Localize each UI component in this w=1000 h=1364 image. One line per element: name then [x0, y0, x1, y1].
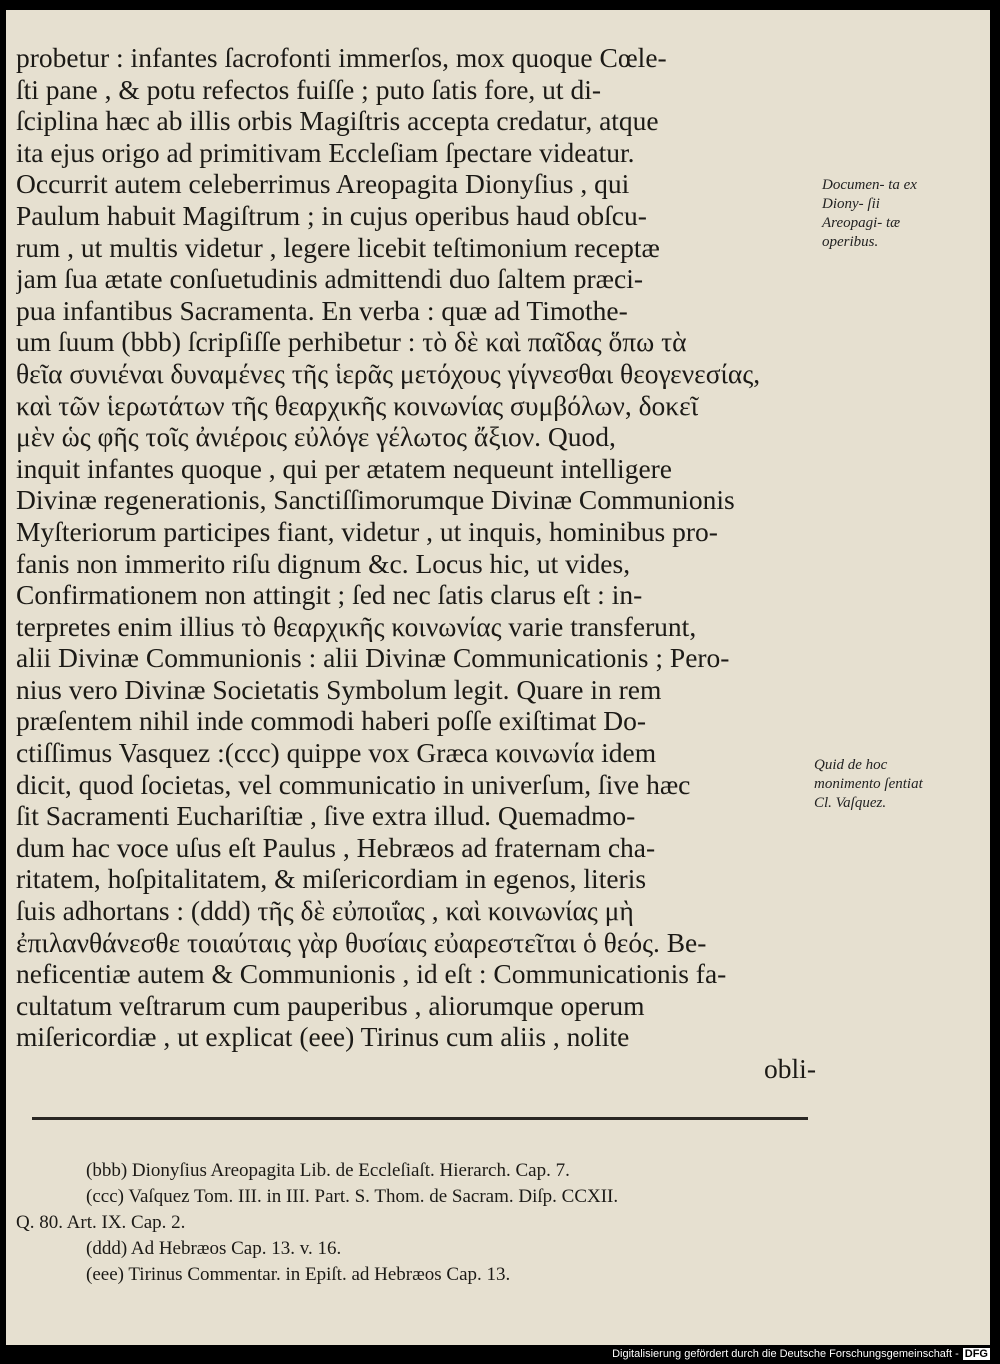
text-line: Confirmationem non attingit ; ſed nec ſatis clarus eſt : in-: [16, 579, 643, 611]
text-line: dum hac voce uſus eſt Paulus , Hebræos ad fraternam cha-: [16, 831, 656, 863]
text-line: alii Divinæ Communionis : alii Divinæ Communicationis ; Pero-: [16, 642, 730, 674]
text-line: Paulum habuit Magiſtrum ; in cujus operibus haud obſcu-: [16, 199, 647, 231]
text-line: pua infantibus Sacramenta. En verba : quæ ad Timothe-: [16, 294, 628, 326]
footnote: (ddd) Ad Hebræos Cap. 13. v. 16.: [86, 1238, 342, 1259]
text-line: ita ejus origo ad primitivam Eccleſiam ſpectare videatur.: [16, 136, 635, 168]
footnote: (ccc) Vaſquez Tom. III. in III. Part. S. Thom. de Sacram. Diſp. CCXII.: [86, 1186, 619, 1207]
text-line: ſciplina hæc ab illis orbis Magiſtris accepta credatur, atque: [16, 105, 659, 137]
margin-note: Quid de hoc monimento ſentiat Cl. Vaſquez.: [814, 757, 923, 811]
digitization-credit: [612, 1348, 990, 1360]
text-line-greek: θεῖα συνιέναι δυναμένες τῆς ἱερᾶς μετόχους γίγνεσθαι θεογενεσίας,: [16, 357, 761, 389]
text-line: fanis non immerito riſu dignum &c. Locus hic, ut vides,: [16, 547, 631, 579]
text-line: ritatem, hoſpitalitatem, & miſericordiam in egenos, literis: [16, 863, 647, 895]
footnote: Q. 80. Art. IX. Cap. 2.: [16, 1212, 186, 1233]
credit-text: Digitalisierung gefördert durch die Deutsche Forschungsgemeinschaft -: [612, 1348, 959, 1360]
text-line: Myſteriorum participes fiant, videtur , ut inquis, hominibus pro-: [16, 515, 718, 547]
text-line-greek: καὶ τῶν ἱερωτάτων τῆς θεαρχικῆς κοινωνίας συμβόλων, δοκεῖ: [16, 389, 699, 421]
dfg-logo: DFG: [964, 1348, 988, 1360]
text-line: ctiſſimus Vasquez :(ccc) quippe vox Græca κοινωνία idem: [16, 737, 657, 769]
text-line: Occurrit autem celeberrimus Areopagita Dionyſius , qui: [16, 168, 630, 200]
text-line: ſit Sacramenti Euchariſtiæ , ſive extra illud. Quemadmo-: [16, 800, 636, 832]
text-line: inquit infantes quoque , qui per ætatem nequeunt intelligere: [16, 452, 673, 484]
text-line: miſericordiæ , ut explicat (eee) Tirinus cum aliis , nolite: [16, 1021, 630, 1053]
text-line: ſti pane , & potu refectos fuiſſe ; puto ſatis fore, ut di-: [16, 73, 601, 105]
text-line: præſentem nihil inde commodi haberi poſſe exiſtimat Do-: [16, 705, 647, 737]
text-line: Divinæ regenerationis, Sanctiſſimorumque Divinæ Communionis: [16, 484, 735, 516]
text-line: jam ſua ætate conſuetudinis admittendi duo ſaltem præci-: [16, 263, 644, 295]
text-line-greek: μὲν ὡς φῆς τοῖς ἀνιέροις εὐλόγε γέλωτος ἄξιον. Quod,: [16, 421, 616, 453]
text-line-greek: ἐπιλανθάνεσθε τοιαύταις γὰρ θυσίαις εὐαρεστεῖται ὁ θεός. Be-: [16, 926, 707, 958]
text-line: um ſuum (bbb) ſcripſiſſe perhibetur : τὸ δὲ καὶ παῖδας ὅπω τὰ: [16, 326, 687, 358]
margin-note: Documen- ta ex Diony- ſii Areopagi- tæ operibus.: [822, 177, 917, 250]
footnote: (bbb) Dionyſius Areopagita Lib. de Eccleſiaſt. Hierarch. Cap. 7.: [86, 1160, 570, 1181]
text-line: terpretes enim illius τὸ θεαρχικῆς κοινωνίας varie transferunt,: [16, 610, 697, 642]
book-page: [6, 10, 990, 1345]
catchword: obli-: [764, 1053, 816, 1084]
footnote: (eee) Tirinus Commentar. in Epiſt. ad Hebræos Cap. 13.: [86, 1264, 511, 1285]
main-text: [16, 42, 816, 1085]
footnote-divider: [32, 1117, 808, 1120]
text-line: probetur : infantes ſacrofonti immerſos, mox quoque Cœle-: [16, 42, 667, 73]
text-line: rum , ut multis videtur , legere licebit teſtimonium receptæ: [16, 231, 660, 263]
text-line: nius vero Divinæ Societatis Symbolum legit. Quare in rem: [16, 673, 662, 705]
text-line: ſuis adhortans : (ddd) τῆς δὲ εὐποιΐας , καὶ κοινωνίας μὴ: [16, 895, 634, 927]
text-line: dicit, quod ſocietas, vel communicatio in univerſum, ſive hæc: [16, 768, 691, 800]
text-line: neficentiæ autem & Communionis , id eſt : Communicationis fa-: [16, 958, 727, 990]
footnotes: [16, 1158, 826, 1288]
text-line: cultatum veſtrarum cum pauperibus , aliorumque operum: [16, 989, 645, 1021]
